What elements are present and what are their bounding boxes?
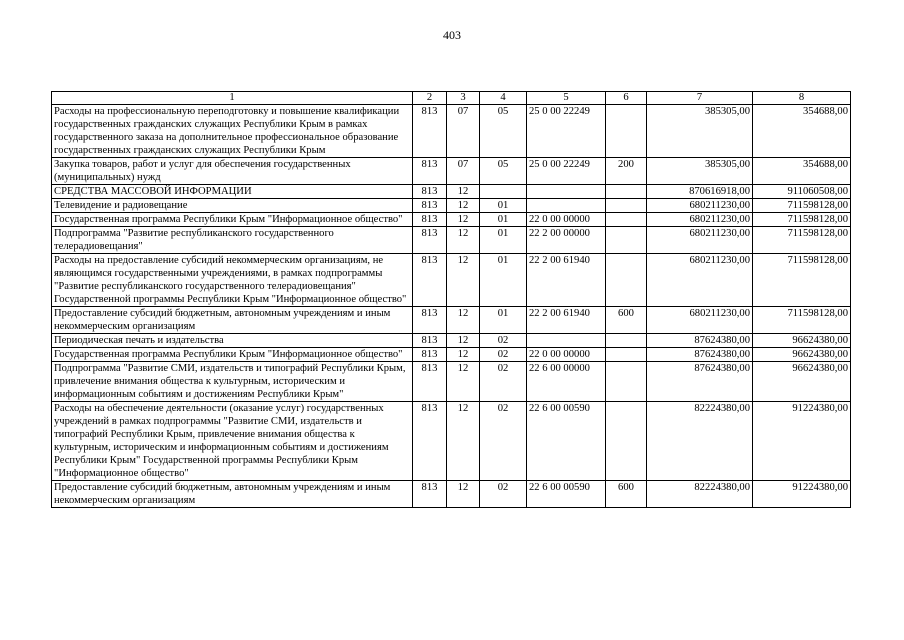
amount-col8-cell: 96624380,00 — [753, 334, 851, 348]
amount-col8-cell: 354688,00 — [753, 158, 851, 185]
section-code-cell: 12 — [447, 254, 480, 307]
page-number: 403 — [443, 28, 461, 42]
section-code-cell: 12 — [447, 307, 480, 334]
table-row — [52, 158, 851, 185]
target-article-cell: 22 6 00 00590 — [527, 481, 606, 508]
subsection-code-cell: 02 — [480, 402, 527, 481]
target-article-cell: 22 2 00 61940 — [527, 307, 606, 334]
expense-type-cell — [606, 105, 647, 158]
section-code-cell: 12 — [447, 199, 480, 213]
subsection-code-cell: 01 — [480, 307, 527, 334]
target-article-cell — [527, 185, 606, 199]
expense-type-cell: 600 — [606, 307, 647, 334]
table-row — [52, 402, 851, 481]
expense-name-cell: Расходы на обеспечение деятельности (оказание услуг) государственных учреждений в рамках подпрограммы "Развитие СМИ, издательств и типографий Республики Крым, привлечение внимания общества к культурным, историческим и информационным событиям и достижениям Республики Крым" Государственной программы Республики Крым "Информационное общество" — [52, 402, 413, 481]
ministry-code-cell: 813 — [413, 481, 447, 508]
target-article-cell: 25 0 00 22249 — [527, 158, 606, 185]
subsection-code-cell: 02 — [480, 362, 527, 402]
ministry-code-cell: 813 — [413, 185, 447, 199]
target-article-cell: 22 6 00 00000 — [527, 362, 606, 402]
target-article-cell: 22 6 00 00590 — [527, 402, 606, 481]
subsection-code-cell: 01 — [480, 199, 527, 213]
ministry-code-cell: 813 — [413, 227, 447, 254]
amount-col8-cell: 354688,00 — [753, 105, 851, 158]
section-code-cell: 12 — [447, 334, 480, 348]
amount-col8-cell: 711598128,00 — [753, 227, 851, 254]
amount-col7-cell: 680211230,00 — [647, 307, 753, 334]
target-article-cell: 22 0 00 00000 — [527, 213, 606, 227]
column-header: 1 — [52, 92, 413, 105]
column-header: 2 — [413, 92, 447, 105]
subsection-code-cell: 01 — [480, 254, 527, 307]
target-article-cell: 22 0 00 00000 — [527, 348, 606, 362]
target-article-cell — [527, 334, 606, 348]
expense-type-cell — [606, 185, 647, 199]
column-header: 6 — [606, 92, 647, 105]
expense-name-cell: Предоставление субсидий бюджетным, автономным учреждениям и иным некоммерческим организациям — [52, 481, 413, 508]
section-code-cell: 12 — [447, 227, 480, 254]
amount-col7-cell: 82224380,00 — [647, 402, 753, 481]
amount-col7-cell: 385305,00 — [647, 105, 753, 158]
amount-col7-cell: 82224380,00 — [647, 481, 753, 508]
amount-col7-cell: 680211230,00 — [647, 199, 753, 213]
section-code-cell: 07 — [447, 158, 480, 185]
expense-type-cell — [606, 254, 647, 307]
section-code-cell: 12 — [447, 213, 480, 227]
expense-name-cell: Государственная программа Республики Крым "Информационное общество" — [52, 348, 413, 362]
expense-name-cell: Расходы на профессиональную переподготовку и повышение квалификации государственных гражданских служащих Республики Крым в рамках государственного заказа на дополнительное профессиональное образование государственных гражданских служащих Республики Крым — [52, 105, 413, 158]
target-article-cell — [527, 199, 606, 213]
amount-col7-cell: 87624380,00 — [647, 334, 753, 348]
section-code-cell: 12 — [447, 402, 480, 481]
expense-type-cell — [606, 362, 647, 402]
column-header: 3 — [447, 92, 480, 105]
table-row — [52, 362, 851, 402]
ministry-code-cell: 813 — [413, 402, 447, 481]
ministry-code-cell: 813 — [413, 213, 447, 227]
subsection-code-cell: 05 — [480, 158, 527, 185]
amount-col8-cell: 96624380,00 — [753, 362, 851, 402]
ministry-code-cell: 813 — [413, 307, 447, 334]
subsection-code-cell: 01 — [480, 227, 527, 254]
table-row — [52, 185, 851, 199]
column-header: 4 — [480, 92, 527, 105]
section-code-cell: 12 — [447, 348, 480, 362]
amount-col8-cell: 711598128,00 — [753, 254, 851, 307]
amount-col7-cell: 680211230,00 — [647, 227, 753, 254]
amount-col7-cell: 680211230,00 — [647, 254, 753, 307]
section-code-cell: 12 — [447, 481, 480, 508]
expense-type-cell — [606, 199, 647, 213]
expense-type-cell — [606, 334, 647, 348]
expense-name-cell: Периодическая печать и издательства — [52, 334, 413, 348]
subsection-code-cell: 05 — [480, 105, 527, 158]
subsection-code-cell: 01 — [480, 213, 527, 227]
subsection-code-cell: 02 — [480, 481, 527, 508]
amount-col8-cell: 711598128,00 — [753, 307, 851, 334]
amount-col7-cell: 870616918,00 — [647, 185, 753, 199]
amount-col8-cell: 96624380,00 — [753, 348, 851, 362]
table-header-row — [52, 92, 851, 105]
amount-col7-cell: 87624380,00 — [647, 362, 753, 402]
expense-name-cell: Расходы на предоставление субсидий некоммерческим организациям, не являющимся государственными учреждениями, в рамках подпрограммы "Развитие республиканского государственного телерадиовещания" Государственной программы Республики Крым "Информационное общество" — [52, 254, 413, 307]
column-header: 7 — [647, 92, 753, 105]
expense-type-cell: 600 — [606, 481, 647, 508]
section-code-cell: 07 — [447, 105, 480, 158]
ministry-code-cell: 813 — [413, 199, 447, 213]
table-row — [52, 213, 851, 227]
ministry-code-cell: 813 — [413, 254, 447, 307]
table-row — [52, 307, 851, 334]
amount-col8-cell: 91224380,00 — [753, 481, 851, 508]
ministry-code-cell: 813 — [413, 158, 447, 185]
expense-name-cell: Предоставление субсидий бюджетным, автономным учреждениям и иным некоммерческим организациям — [52, 307, 413, 334]
table-row — [52, 481, 851, 508]
subsection-code-cell — [480, 185, 527, 199]
amount-col7-cell: 87624380,00 — [647, 348, 753, 362]
budget-table — [51, 91, 851, 508]
amount-col8-cell: 711598128,00 — [753, 213, 851, 227]
expense-name-cell: Закупка товаров, работ и услуг для обеспечения государственных (муниципальных) нужд — [52, 158, 413, 185]
ministry-code-cell: 813 — [413, 105, 447, 158]
column-header: 8 — [753, 92, 851, 105]
column-header: 5 — [527, 92, 606, 105]
expense-type-cell — [606, 402, 647, 481]
expense-type-cell — [606, 348, 647, 362]
table-row — [52, 227, 851, 254]
expense-type-cell — [606, 213, 647, 227]
amount-col8-cell: 711598128,00 — [753, 199, 851, 213]
target-article-cell: 22 2 00 00000 — [527, 227, 606, 254]
expense-name-cell: Государственная программа Республики Крым "Информационное общество" — [52, 213, 413, 227]
expense-name-cell: СРЕДСТВА МАССОВОЙ ИНФОРМАЦИИ — [52, 185, 413, 199]
expense-type-cell: 200 — [606, 158, 647, 185]
subsection-code-cell: 02 — [480, 334, 527, 348]
amount-col7-cell: 385305,00 — [647, 158, 753, 185]
table-row — [52, 199, 851, 213]
subsection-code-cell: 02 — [480, 348, 527, 362]
amount-col8-cell: 911060508,00 — [753, 185, 851, 199]
section-code-cell: 12 — [447, 362, 480, 402]
expense-name-cell: Подпрограмма "Развитие СМИ, издательств и типографий Республики Крым, привлечение внимания общества к культурным, историческим и информационным событиям и достижениям Республики Крым" — [52, 362, 413, 402]
ministry-code-cell: 813 — [413, 348, 447, 362]
expense-name-cell: Подпрограмма "Развитие республиканского государственного телерадиовещания" — [52, 227, 413, 254]
ministry-code-cell: 813 — [413, 334, 447, 348]
table-row — [52, 105, 851, 158]
section-code-cell: 12 — [447, 185, 480, 199]
table-row — [52, 254, 851, 307]
expense-name-cell: Телевидение и радиовещание — [52, 199, 413, 213]
amount-col8-cell: 91224380,00 — [753, 402, 851, 481]
table-row — [52, 348, 851, 362]
amount-col7-cell: 680211230,00 — [647, 213, 753, 227]
target-article-cell: 25 0 00 22249 — [527, 105, 606, 158]
target-article-cell: 22 2 00 61940 — [527, 254, 606, 307]
ministry-code-cell: 813 — [413, 362, 447, 402]
expense-type-cell — [606, 227, 647, 254]
table-row — [52, 334, 851, 348]
